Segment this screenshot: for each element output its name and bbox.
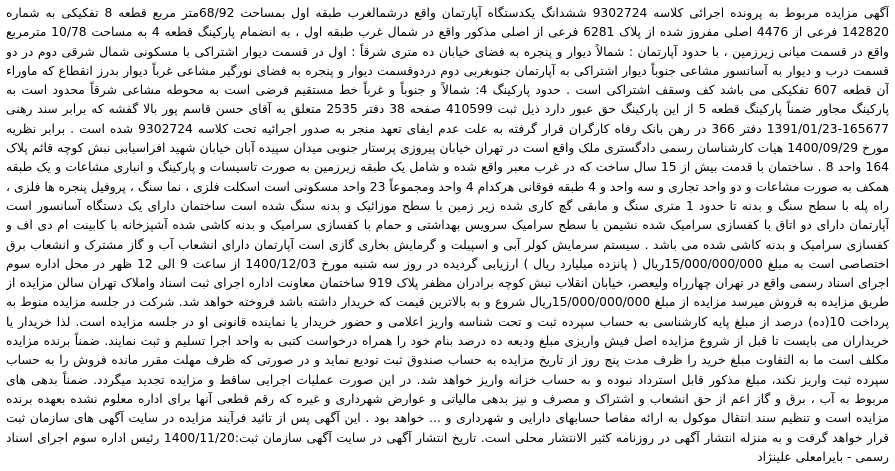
auction-notice — [6, 4, 889, 467]
auction-notice-text: آگهی مزایده مربوط به پرونده اجرائی کلاسه 9302724 ششدانگ یکدستگاه آپارتمان واقع درشمالغرب طبقه اول بمساحت 68/92متر مربع قطعه 8 تفکیکی به شماره 142820 فرعی از 4476 اصلی مفروز شده از پلاک 6281 فرعی از اصلی مذکور واقع در شمال غرب طبقه اول ، به انضمام پارکینگ قطعه 4 به مساحت 10/78 مترمربع واقع در قسمت میانی زیرزمین ، با حدود آپارتمان : شمالاً دیوار و پنجره به فضای خیابان ده متری شرقاً : اول در قسمت دیوار اشتراکی با مسکونی شمال شرقی دوم در دو قسمت درب و دیوار به آسانسور مشاعی جنوباً دیوار اشتراکی به آپارتمان جنوبغربی دوم دردوقسمت دیوار و پنجره به فضای نورگیر مشاعی غرباً دیوار بدرز انقطاع که ماوراء آن قطعه 607 تفکیکی می باشد کف وسقف اشتراکی است . حدود پارکینگ 4: شمالاً و جنوباً و غرباً خط مستقیم فرضی است به محوطه مشاعی شرقاً محدود است به پارکینگ مجاور ضمناً پارکینگ قطعه 5 از این پارکینگ حق عبور دارد ذیل ثبت 410599 صفحه 38 دفتر 2535 متعلق به آقای حسن قاسم پور بالا گفشه که برابر سند رهنی 165677-1391/01/23 دفتر 366 در رهن بانک رفاه کارگران قرار گرفته به علت عدم ایفای تعهد منجر به صدور اجرائیه تحت کلاسه 9302724 شده است . برابر نظریه مورخ 1400/09/29 هیات کارشناسان رسمی دادگستری ملک واقع است در تهران خیابان پیروزی پرستار جنوبی میدان سپیده آبان خیابان شهید افراسیابی نبش کوچه قائم پلاک 164 واحد 8 . ساختمان با قدمت بیش از 15 سال ساخت که در غرب معبر واقع شده و شامل یک طبقه زیرزمین به صورت تاسیسات و پارکینگ و انباری مشاعات و یک طبقه همکف به صورت مشاعات و دو واحد تجاری و سه واحد و 4 طبقه فوقانی هرکدام 4 واحد ومجموعاً 23 واحد مسکونی است اسکلت فلزی ، نما سنگ ، پروفیل پنجره ها فلزی ، راه پله با سطح سنگ و بدنه تا حدود 1 متری سنگ و مابقی گچ کاری شده زیر زمین با سطح موزائیک و بدنه سنگ شده است ساختمان دارای یک دستگاه آسانسور است آپارتمان دارای دو اتاق با کفسازی سرامیک شده نشیمن با سطح سرامیک سرویس بهداشتی و حمام با کفسازی سرامیک و بدنه کاشی شده آشپزخانه با کابینت ام دی اف و کفسازی سرامیک و بدنه کاشی شده می باشد . سیستم سرمایش کولر آبی و اسپیلت و گرمایش بخاری گازی است آپارتمان دارای انشعاب آب و گاز مشترک و انشعاب برق اختصاصی است به مبلغ 15/000/000/000ریال ( پانزده میلیارد ریال ) ارزیابی گردیده در روز سه شنبه مورخ 1400/12/03 از ساعت 9 الی 12 ظهر در محل اداره سوم اجرای اسناد رسمی واقع در تهران چهارراه ولیعصر، خیابان انقلاب نبش کوچه برادران مظفر پلاک 919 ساختمان معاونت اداره اجرای ثبت اسناد واملاک تهران سالن مزایده از طریق مزایده به فروش میرسد مزایده از مبلغ 15/000/000/000ریال شروع و به بالاترین قیمت که خریدار داشته باشد فروخته خواهد شد. شرکت در جلسه مزایده منوط به پرداخت 10(ده) درصد از مبلغ پایه کارشناسی به حساب سپرده ثبت و تحت شناسه واریز اعلامی و حضور خریدار یا نماینده قانونی او در جلسه مزایده است. لذا خریدار یا خریداران می بایست تا قبل از شروع مزایده اصل فیش واریزی مبلغ ودیعه ده درصد بنام خود را همراه درخواست کتبی به واحد اجرا تسلیم و ثبت نمایند. ضمناً برنده مزایده مکلف است ما به التفاوت مبلغ خرید را ظرف مدت پنج روز از تاریخ مزایده به حساب صندوق ثبت تودیع نماید و در صورتی که ظرف مهلت مقرر مانده فروش را به حساب سپرده ثبت واریز نکند، مبلغ مذکور قابل استرداد نبوده و به حساب خزانه واریز خواهد شد. در این صورت عملیات اجرایی ساقط و مزایده تجدید میگردد. ضمناً بدهی های مربوط به آب ، برق و گاز اعم از حق انشعاب و اشتراک و مصرف و نیز بدهی مالیاتی و عوارض شهرداری و غیره که رقم قطعی آنها برای اداره معلوم نشده بعهده برنده مزایده است و تنظیم سند انتقال موکول به ارائه مفاصا حسابهای دارایی و شهرداری و ... خواهد بود . این آگهی پس از تائید فرآیند مزایده در سایت آگهی های سازمان ثبت قرار خواهد گرفت و به منزله انتشار آگهی در روزنامه کثیر الانتشار محلی است. تاریخ انتشار آگهی در سایت آگهی سازمان ثبت:1400/11/20 رئیس اداره سوم اجرای اسناد رسمی - بایرامعلی علینژاد — [6, 6, 889, 464]
